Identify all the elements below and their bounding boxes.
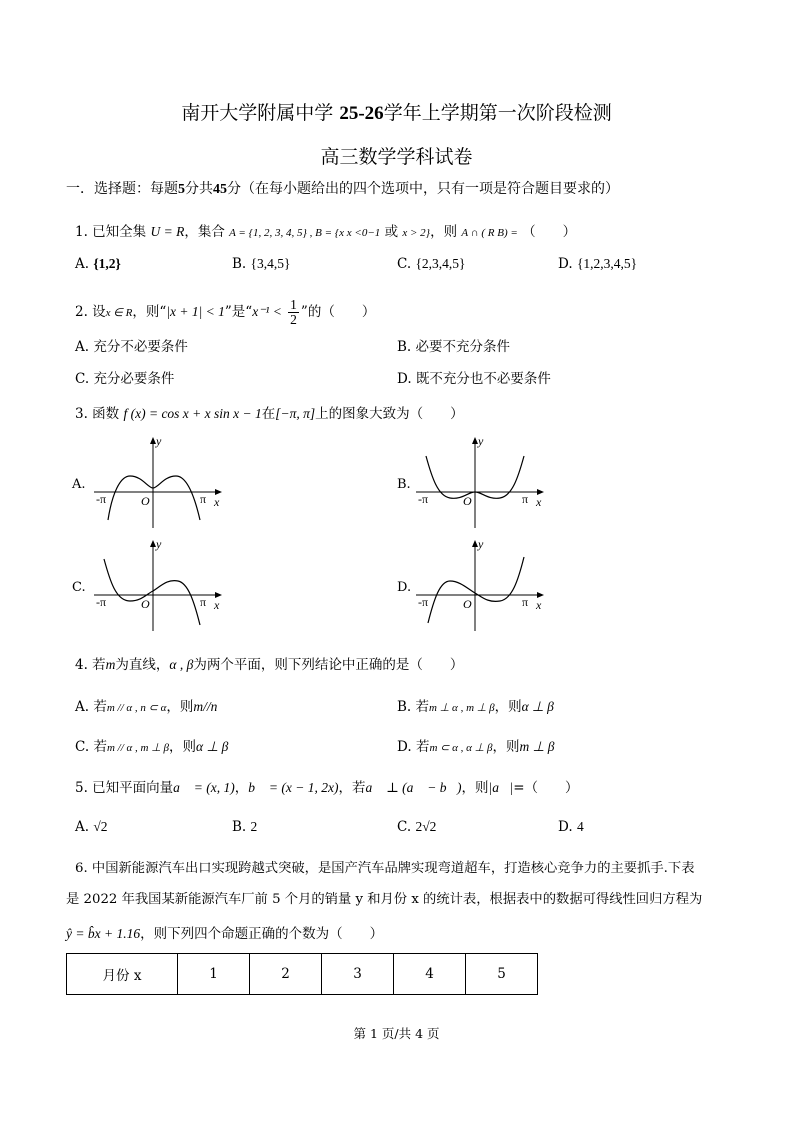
q3-graph-c-ylabel: y — [156, 537, 162, 551]
q3-graph-a[interactable] — [90, 432, 230, 532]
q3-graph-a-ylabel: y — [156, 434, 162, 448]
q3-option-a-label[interactable]: A. — [72, 477, 86, 492]
q5-option-c[interactable]: C. 2√2 — [397, 819, 437, 835]
q1-stem: 1. 已知全集 U = R，集合 A = {1, 2, 3, 4, 5} , B = {x x <0−1 或 x > 2}，则 A ∩ ( R B) = （ ） — [75, 224, 577, 240]
q3-graph-b-negpi: -π — [418, 492, 429, 506]
q6-line1: 6. 中国新能源汽车出口实现跨越式突破，是国产汽车品牌实现弯道超车，打造核心竞争力的主要抓手.下表 — [75, 861, 695, 876]
q6-line3: ŷ = b̂x + 1.16，则下列四个命题正确的个数为（ ） — [66, 926, 384, 942]
q2-option-d[interactable]: D. 既不充分也不必要条件 — [397, 371, 551, 387]
q5-option-d[interactable]: D. 4 — [558, 819, 584, 835]
q3-option-c-label[interactable]: C. — [72, 580, 86, 595]
table-cell: 3 — [322, 954, 394, 995]
q4-option-c[interactable]: C. 若m // α , m ⊥ β，则α ⊥ β — [75, 739, 229, 755]
q1-option-b[interactable]: B. {3,4,5} — [232, 256, 291, 272]
q3-graph-b[interactable] — [412, 432, 552, 532]
q4-stem: 4. 若m为直线，α , β为两个平面，则下列结论中正确的是（ ） — [75, 657, 464, 673]
q3-stem: 3. 函数 f (x) = cos x + x sin x − 1在[−π, π]上的图象大致为（ ） — [75, 406, 464, 422]
q5-option-b[interactable]: B. 2 — [232, 819, 258, 835]
q2-option-b[interactable]: B. 必要不充分条件 — [397, 339, 511, 355]
q3-graph-a-negpi: -π — [96, 492, 107, 506]
q4-option-b[interactable]: B. 若m ⊥ α , m ⊥ β，则α ⊥ β — [397, 699, 554, 715]
q3-graph-c[interactable] — [90, 535, 230, 635]
q5-stem: 5. 已知平面向量a⃗ = (x, 1)，b⃗ = (x − 1, 2x)，若a⃗ ⊥ (a⃗ − b⃗)，则|a⃗|=（ ） — [75, 780, 579, 796]
q3-graph-d[interactable] — [412, 535, 552, 635]
q3-graph-d-xlabel: x — [536, 598, 542, 612]
q3-graph-b-origin: O — [463, 494, 472, 508]
q3-graph-a-pospi: π — [200, 492, 207, 506]
q3-graph-c-xlabel: x — [214, 598, 220, 612]
q4-option-d[interactable]: D. 若m ⊂ α , α ⊥ β，则m ⊥ β — [397, 739, 555, 755]
table-cell: 1 — [178, 954, 250, 995]
q2-option-c[interactable]: C. 充分必要条件 — [75, 371, 175, 387]
table-row — [67, 954, 538, 995]
exam-subtitle: 高三数学学科试卷 — [320, 146, 473, 168]
table-header-cell: 月份 x — [67, 954, 178, 995]
q5-option-a[interactable]: A. √2 — [75, 819, 108, 835]
q3-graph-d-ylabel: y — [478, 537, 484, 551]
q3-option-d-label[interactable]: D. — [397, 580, 412, 595]
q1-option-c[interactable]: C. {2,3,4,5} — [397, 256, 466, 272]
section-heading: 一．选择题：每题5分共45分（在每小题给出的四个选项中，只有一项是符合题目要求的） — [66, 181, 619, 197]
q6-line2: 是 2022 年我国某新能源汽车厂前 5 个月的销量 y 和月份 x 的统计表，根据表中的数据可得线性回归方程为 — [66, 892, 703, 907]
q6-table — [66, 953, 538, 995]
q1-option-d[interactable]: D. {1,2,3,4,5} — [558, 256, 638, 272]
q3-graph-d-negpi: -π — [418, 595, 429, 609]
q3-graph-a-xlabel: x — [214, 495, 220, 509]
page-footer: 第 1 页/共 4 页 — [353, 1026, 440, 1041]
q3-graph-b-ylabel: y — [478, 434, 484, 448]
q3-graph-c-pospi: π — [200, 595, 207, 609]
q1-option-a[interactable]: A. {1,2} — [75, 256, 121, 272]
q3-graph-a-origin: O — [141, 494, 150, 508]
q2-option-a[interactable]: A. 充分不必要条件 — [75, 339, 188, 355]
table-cell: 5 — [466, 954, 538, 995]
table-cell: 2 — [250, 954, 322, 995]
q3-graph-d-origin: O — [463, 597, 472, 611]
q3-option-b-label[interactable]: B. — [397, 477, 411, 492]
q3-graph-b-xlabel: x — [536, 495, 542, 509]
q2-fraction: $\frac{1}{2}$ — [290, 297, 297, 327]
q4-option-a[interactable]: A. 若m // α , n ⊂ α，则m//n — [75, 699, 218, 715]
q3-graph-c-origin: O — [141, 597, 150, 611]
q3-graph-b-pospi: π — [522, 492, 529, 506]
exam-title: 南开大学附属中学 25-26学年上学期第一次阶段检测 — [181, 102, 612, 124]
q2-stem: 2. 设x ∈ R，则“|x + 1| < 1”是“x⁻¹ < $\frac{1}{2}$ ”的（ ） — [75, 297, 376, 327]
table-cell: 4 — [394, 954, 466, 995]
q3-graph-d-pospi: π — [522, 595, 529, 609]
q3-graph-c-negpi: -π — [96, 595, 107, 609]
